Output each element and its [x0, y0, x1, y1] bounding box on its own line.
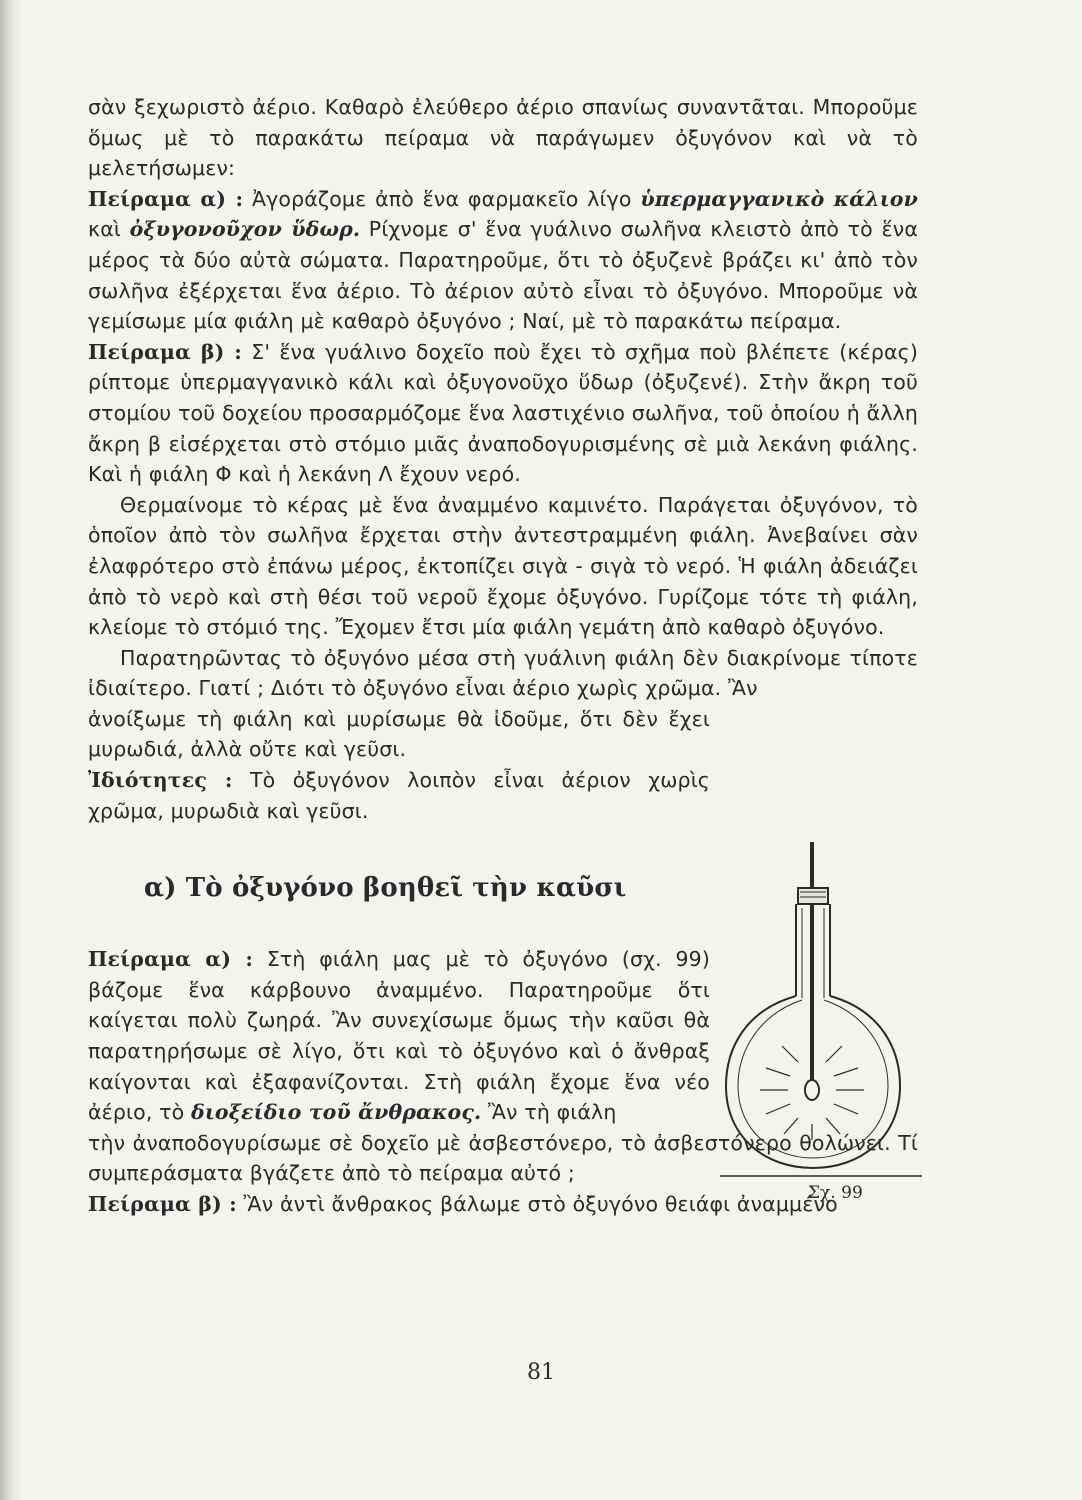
combustion-a-label: Πείραμα α) :: [88, 947, 254, 972]
figure-caption: Σχ. 99: [808, 1183, 863, 1203]
paragraph-combustion-a: [88, 944, 710, 1128]
flask-illustration: [716, 828, 926, 1208]
paragraph-intro: σὰν ξεχωριστὸ ἀέριο. Καθαρὸ ἐλεύθερο ἀέριο σπανίως συναντᾶται. Μποροῦμε ὅμως μὲ τὸ παρακάτω πείραμα νὰ παράγωμεν ὀξυγόνον καὶ νὰ τὸ μελετήσωμεν:: [88, 95, 918, 181]
paragraph-limewater: τὴν ἀναποδογυρίσωμε σὲ δοχεῖο μὲ ἀσβεστόνερο, τὸ ἀσβεστόνερο θολώνει. Τί συμπεράσματα βγάζετε ἀπὸ τὸ πείραμα αὐτό ;: [88, 1130, 918, 1186]
text-run: Σ' ἕνα γυάλινο δοχεῖο ποὺ ἔχει τὸ σχῆμα ποὺ βλέπετε (κέρας) ρίπτομε ὑπερμαγγανικὸ κάλι καὶ ὀξυγονοῦχο ὕδωρ (ὀξυζενέ). Στὴν ἄκρη τοῦ στομίου τοῦ δοχείου προσαρμόζομε ἕνα λαστιχένιο σωλῆνα, τοῦ ὁποίου ἡ ἄλλη ἄκρη β εἰσέρχεται στὸ στόμιο μιᾶς ἀναποδογυρισμένης σὲ μιὰ λεκάνη φιάλης. Καὶ ἡ φιάλη Φ καὶ ἡ λεκάνη Λ ἔχουν νερό.: [88, 339, 918, 487]
flask-stopper: [798, 888, 828, 904]
paragraph-experiment-a: [88, 184, 918, 337]
text-run: Ἀγοράζομε ἀπὸ ἕνα φαρμακεῖο λίγο: [243, 186, 641, 211]
combustion-b-label: Πείραμα β) :: [88, 1192, 237, 1216]
page-number: 81: [527, 1360, 555, 1385]
experiment-a-label: Πείραμα α) :: [88, 186, 244, 211]
text-run: Ἂν τὴ φιάλη: [481, 1100, 617, 1125]
text-run: Ρίχνομε σ' ἕνα γυάλινο σωλῆνα κλειστὸ ἀπὸ τὸ ἕνα μέρος τὰ δύο αὐτὰ σώματα. Παρατηροῦμε, ὅτι τὸ ὀξυζενὲ βράζει κι' ἀπὸ τὸν σωλῆνα ἐξέρχεται ἕνα ἀέριο. Τὸ ἀέριον αὐτὸ εἶναι τὸ ὀξυγόνο. Μποροῦμε νὰ γεμίσωμε μία φιάλη μὲ καθαρὸ ὀξυγόνο ; Ναί, μὲ τὸ παρακάτω πείραμα.: [88, 217, 918, 334]
paragraph-heating: Θερμαίνομε τὸ κέρας μὲ ἕνα ἀναμμένο καμινέτο. Παράγεται ὀξυγόνον, τὸ ὁποῖον ἀπὸ τὸν σωλῆνα ἔρχεται στὴν ἀντεστραμμένη φιάλη. Ἀνεβαίνει σὰν ἐλαφρότερο στὸ ἐπάνω μέρος, ἐκτοπίζει σιγὰ - σιγὰ τὸ νερό. Ἡ φιάλη ἀδειάζει ἀπὸ τὸ νερὸ καὶ στὴ θέσι τοῦ νεροῦ ἔχομε ὀξυγόνο. Γυρίζομε τότε τὴ φιάλη, κλείομε τὸ στόμιό της. Ἔχομεν ἔτσι μία φιάλη γεμάτη ἀπὸ καθαρὸ ὀξυγόνο.: [88, 492, 918, 640]
text-run: Ἂν ἀντὶ ἄνθρακος βάλωμε στὸ ὀξυγόνο θειάφι ἀναμμένο: [236, 1192, 838, 1216]
text-run: Στὴ φιάλη μας μὲ τὸ ὀξυγόνο (σχ. 99) βάζομε ἕνα κάρβουνο ἀναμμένο. Παρατηροῦμε ὅτι καίγεται πολὺ ζωηρά. Ἂν συνεχίσωμε ὅμως τὴν καῦσι θὰ παρατηρήσωμε σὲ λίγο, ὅτι καὶ τὸ ὀξυγόνο καὶ ὁ ἄνθραξ καίγονται καὶ ἐξαφανίζονται. Στὴ φιάλη ἔχομε ἕνα νέο ἀέριο, τὸ: [88, 947, 710, 1125]
paragraph-properties: [88, 765, 710, 826]
paragraph-experiment-b: [88, 337, 918, 490]
term-potassium-permanganate: ὑπερμαγγανικὸ κάλιον: [640, 186, 918, 211]
term-carbon-dioxide: διοξείδιο τοῦ ἄνθρακος.: [191, 1100, 482, 1125]
page-binding-edge: [0, 0, 22, 1500]
text-run: Τὸ ὀξυγόνον λοιπὸν εἶναι ἀέριον χωρὶς χρῶμα, μυρωδιὰ καὶ γεῦσι.: [88, 768, 710, 823]
burning-coal: [805, 1080, 819, 1100]
paragraph-observation: Παρατηρῶντας τὸ ὀξυγόνο μέσα στὴ γυάλινη φιάλη δὲν διακρίνομε τίποτε ἰδιαίτερο. Γιατί ; Διότι τὸ ὀξυγόνο εἶναι ἀέριο χωρὶς χρῶμα. Ἂν: [88, 645, 918, 701]
experiment-b-label: Πείραμα β) :: [88, 339, 242, 364]
section-title: α) Τὸ ὀξυγόνο βοηθεῖ τὴν καῦσι: [144, 873, 627, 904]
term-hydrogen-peroxide: ὀξυγονοῦχον ὕδωρ.: [129, 217, 361, 242]
paragraph-smell-taste: ἀνοίξωμε τὴ φιάλη καὶ μυρίσωμε θὰ ἰδοῦμε, ὅτι δὲν ἔχει μυρωδιά, ἀλλὰ οὔτε καὶ γεῦσι.: [88, 706, 710, 762]
text-run: καὶ: [88, 217, 130, 242]
properties-label: Ἰδιότητες :: [88, 768, 233, 793]
